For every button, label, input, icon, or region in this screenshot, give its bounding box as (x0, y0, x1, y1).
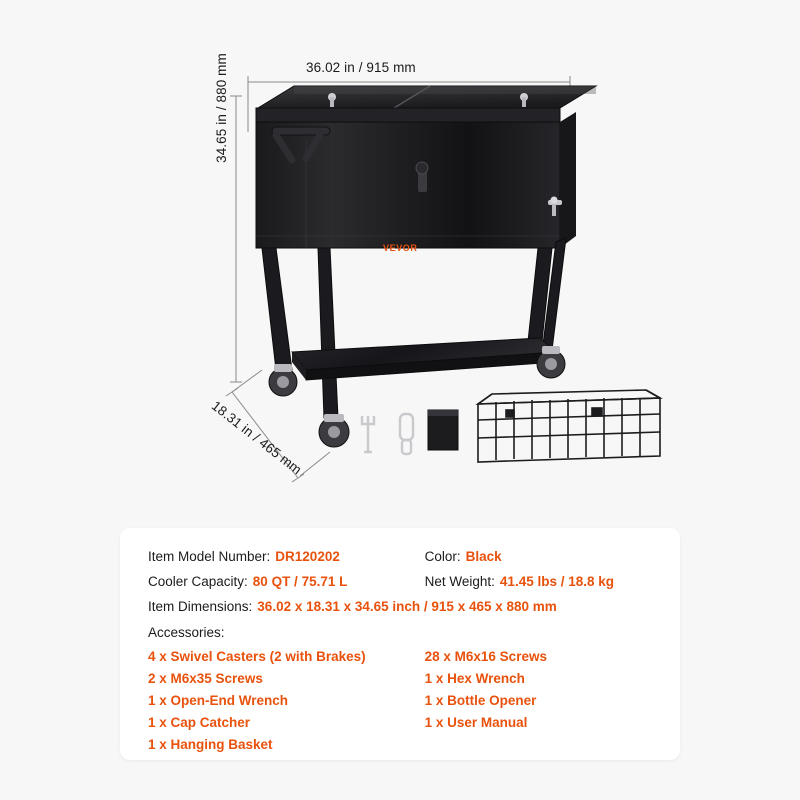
spec-item-dimensions-label: Item Dimensions: (148, 599, 253, 614)
accessory-item: 1 x Hex Wrench (424, 671, 525, 686)
accessories-column-left (148, 646, 425, 756)
accessory-item: 2 x M6x35 Screws (148, 671, 263, 686)
spec-color-label: Color: (424, 549, 461, 564)
accessory-item: 1 x Bottle Opener (424, 693, 537, 708)
cooler-lid (256, 86, 596, 122)
accessories-label: Accessories: (148, 625, 225, 640)
accessory-item: 28 x M6x16 Screws (424, 649, 547, 664)
accessory-item: 1 x Open-End Wrench (148, 693, 289, 708)
brand-logo: VEVOR (383, 243, 418, 253)
dimension-depth-label: 18.31 in / 465 mm (208, 398, 305, 478)
spec-capacity (148, 573, 425, 590)
accessory-item: 4 x Swivel Casters (2 with Brakes) (148, 649, 366, 664)
accessories-grid (148, 646, 652, 756)
spec-item-dimensions-value: 36.02 x 18.31 x 34.65 inch / 915 x 465 x 880 mm (257, 599, 557, 614)
spec-model (148, 548, 425, 565)
dimension-height-label: 34.65 in / 880 mm (214, 53, 229, 163)
spec-row-capacity-weight (148, 573, 652, 590)
spec-net-weight (425, 573, 652, 590)
spec-color-value: Black (465, 549, 502, 564)
accessories-column-right (425, 646, 652, 756)
spec-row-model-color (148, 548, 652, 565)
cart-legs (262, 238, 566, 418)
spec-model-label: Item Model Number: (148, 549, 271, 564)
spec-capacity-label: Cooler Capacity: (148, 574, 248, 589)
spec-net-weight-value: 41.45 lbs / 18.8 kg (499, 574, 614, 589)
spec-item-dimensions (148, 598, 652, 615)
spec-net-weight-label: Net Weight: (424, 574, 495, 589)
accessory-item: 1 x Hanging Basket (148, 737, 273, 752)
open-end-wrench-icon (362, 416, 374, 452)
cap-catcher-icon (428, 410, 458, 450)
dimension-width-label: 36.02 in / 915 mm (306, 60, 416, 75)
hanging-basket-icon (478, 390, 660, 462)
accessory-item: 1 x User Manual (424, 715, 528, 730)
accessory-item: 1 x Cap Catcher (148, 715, 251, 730)
specification-card (120, 528, 680, 760)
spec-color (425, 548, 652, 565)
spec-capacity-value: 80 QT / 75.71 L (252, 574, 348, 589)
spec-model-value: DR120202 (275, 549, 340, 564)
bottle-opener-icon (400, 414, 413, 454)
